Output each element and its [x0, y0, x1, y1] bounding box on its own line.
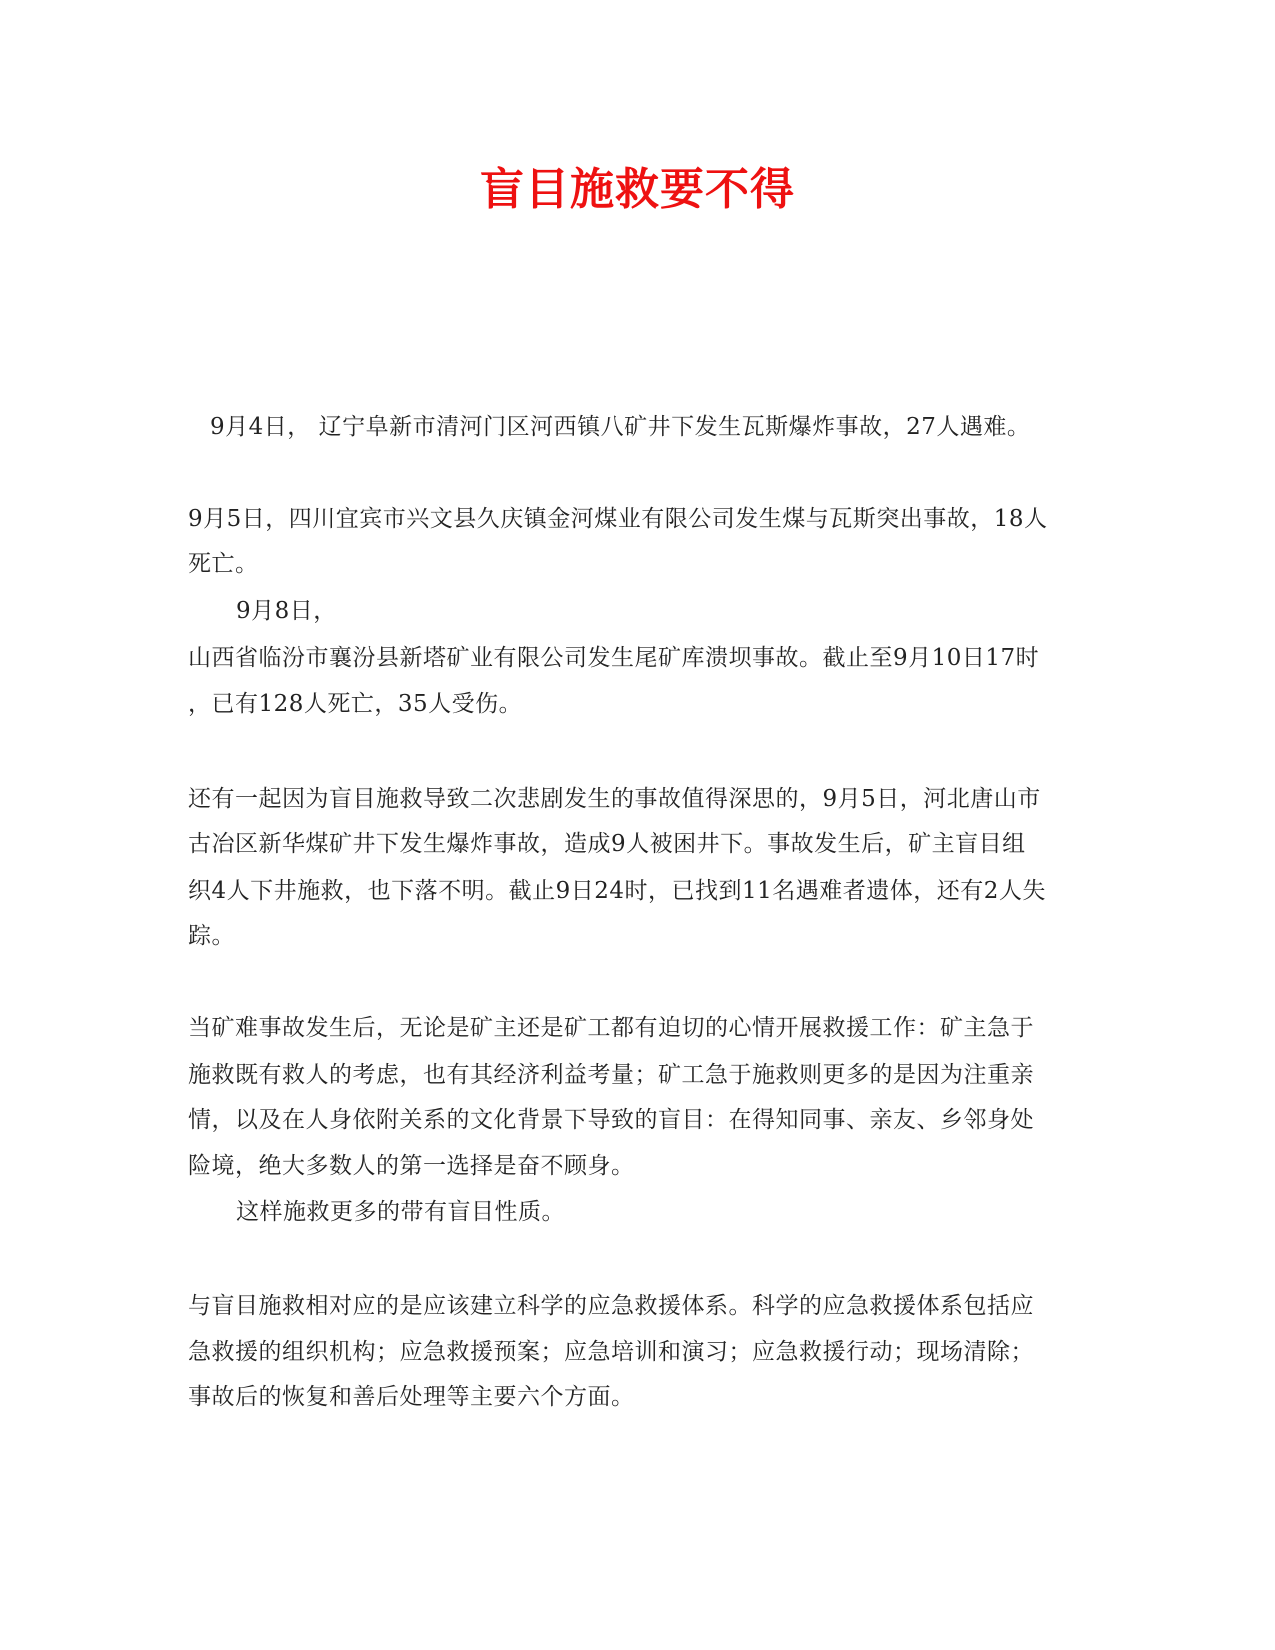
paragraph-line: 踪。: [188, 923, 235, 949]
paragraph-line: 事故后的恢复和善后处理等主要六个方面。: [188, 1384, 635, 1410]
paragraph-line: 织4人下井施救，也下落不明。截止9日24时，已找到11名遇难者遗体，还有2人失: [188, 878, 1046, 904]
paragraph-line: 险境，绝大多数人的第一选择是奋不顾身。: [188, 1153, 635, 1179]
paragraph-line: 与盲目施救相对应的是应该建立科学的应急救援体系。科学的应急救援体系包括应: [188, 1293, 1034, 1319]
paragraph-line: 9月5日，四川宜宾市兴文县久庆镇金河煤业有限公司发生煤与瓦斯突出事故，18人: [188, 506, 1048, 532]
paragraph-line: 古冶区新华煤矿井下发生爆炸事故，造成9人被困井下。事故发生后，矿主盲目组: [188, 831, 1026, 857]
paragraph-line: 死亡。: [188, 551, 259, 577]
paragraph-line: 9月4日， 辽宁阜新市清河门区河西镇八矿井下发生瓦斯爆炸事故，27人遇难。: [210, 414, 1031, 440]
paragraph-line: 施救既有救人的考虑，也有其经济利益考量；矿工急于施救则更多的是因为注重亲: [188, 1062, 1034, 1088]
paragraph-line: 这样施救更多的带有盲目性质。: [236, 1199, 565, 1225]
paragraph-line: 急救援的组织机构；应急救援预案；应急培训和演习；应急救援行动；现场清除；: [188, 1339, 1034, 1365]
paragraph-line: 9月8日，: [236, 598, 337, 624]
paragraph-line: 情，以及在人身依附关系的文化背景下导致的盲目：在得知同事、亲友、乡邻身处: [188, 1107, 1034, 1133]
paragraph-line: 山西省临汾市襄汾县新塔矿业有限公司发生尾矿库溃坝事故。截止至9月10日17时: [188, 645, 1040, 671]
paragraph-line: ，已有128人死亡，35人受伤。: [188, 691, 523, 717]
document-title: 盲目施救要不得: [480, 164, 795, 215]
paragraph-line: 当矿难事故发生后，无论是矿主还是矿工都有迫切的心情开展救援工作：矿主急于: [188, 1015, 1034, 1041]
paragraph-line: 还有一起因为盲目施救导致二次悲剧发生的事故值得深思的，9月5日，河北唐山市: [188, 786, 1041, 812]
